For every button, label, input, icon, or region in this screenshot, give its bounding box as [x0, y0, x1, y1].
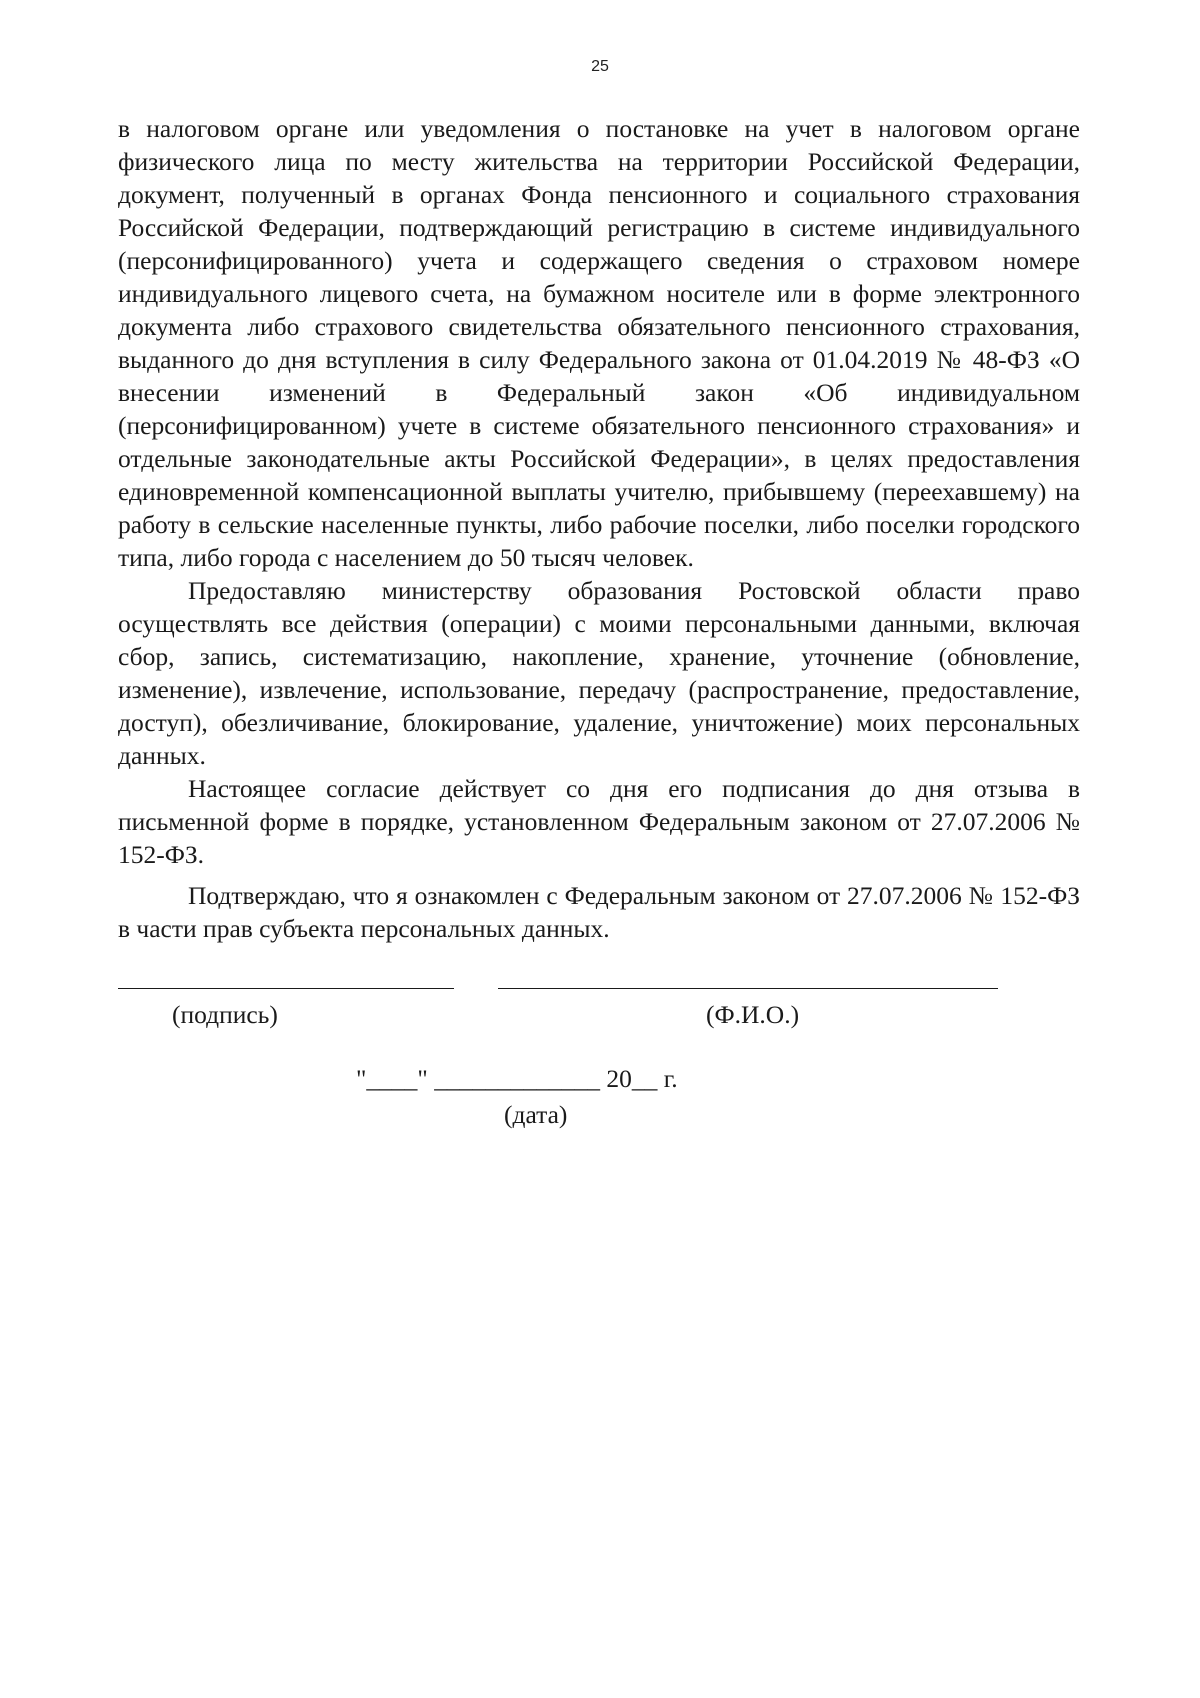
- paragraph-consent-actions: Предоставляю министерству образования Ростовской области право осуществлять все действия (операции) с моими персональными данными, включая сбор, запись, систематизацию, накопление, хранение, уточнение (обновление, изменение), извлечение, использование, передачу (распространение, предоставление, доступ), обезличивание, блокирование, удаление, уничтожение) моих персональных данных.: [118, 576, 1080, 770]
- document-body: [118, 112, 1080, 945]
- date-caption: (дата): [504, 1100, 568, 1129]
- date-line: "____" _____________ 20__ г.: [356, 1064, 678, 1093]
- fio-line: [498, 988, 998, 989]
- signature-caption: (подпись): [172, 1000, 278, 1029]
- paragraph-consent-validity: Настоящее согласие действует со дня его подписания до дня отзыва в письменной форме в порядке, установленном Федеральным законом от 27.07.2006 № 152-ФЗ.: [118, 774, 1080, 869]
- fio-caption: (Ф.И.О.): [706, 1000, 800, 1029]
- paragraph-continuation: в налоговом органе или уведомления о постановке на учет в налоговом органе физического лица по месту жительства на территории Российской Федерации, документ, полученный в органах Фонда пенсионного и социального страхования Российской Федерации, подтверждающий регистрацию в системе индивидуального (персонифицированного) учета и содержащего сведения о страховом номере индивидуального лицевого счета, на бумажном носителе или в форме электронного документа либо страхового свидетельства обязательного пенсионного страхования, выданного до дня вступления в силу Федерального закона от 01.04.2019 № 48-ФЗ «О внесении изменений в Федеральный закон «Об индивидуальном (персонифицированном) учете в системе обязательного пенсионного страхования» и отдельные законодательные акты Российской Федерации», в целях предоставления единовременной компенсационной выплаты учителю, прибывшему (переехавшему) на работу в сельские населенные пункты, либо рабочие поселки, либо поселки городского типа, либо города с населением до 50 тысяч человек.: [118, 114, 1080, 572]
- page-number: 25: [591, 58, 609, 75]
- signature-line: [118, 988, 454, 989]
- paragraph-acknowledgement: Подтверждаю, что я ознакомлен с Федеральным законом от 27.07.2006 № 152-ФЗ в части прав субъекта персональных данных.: [118, 881, 1080, 943]
